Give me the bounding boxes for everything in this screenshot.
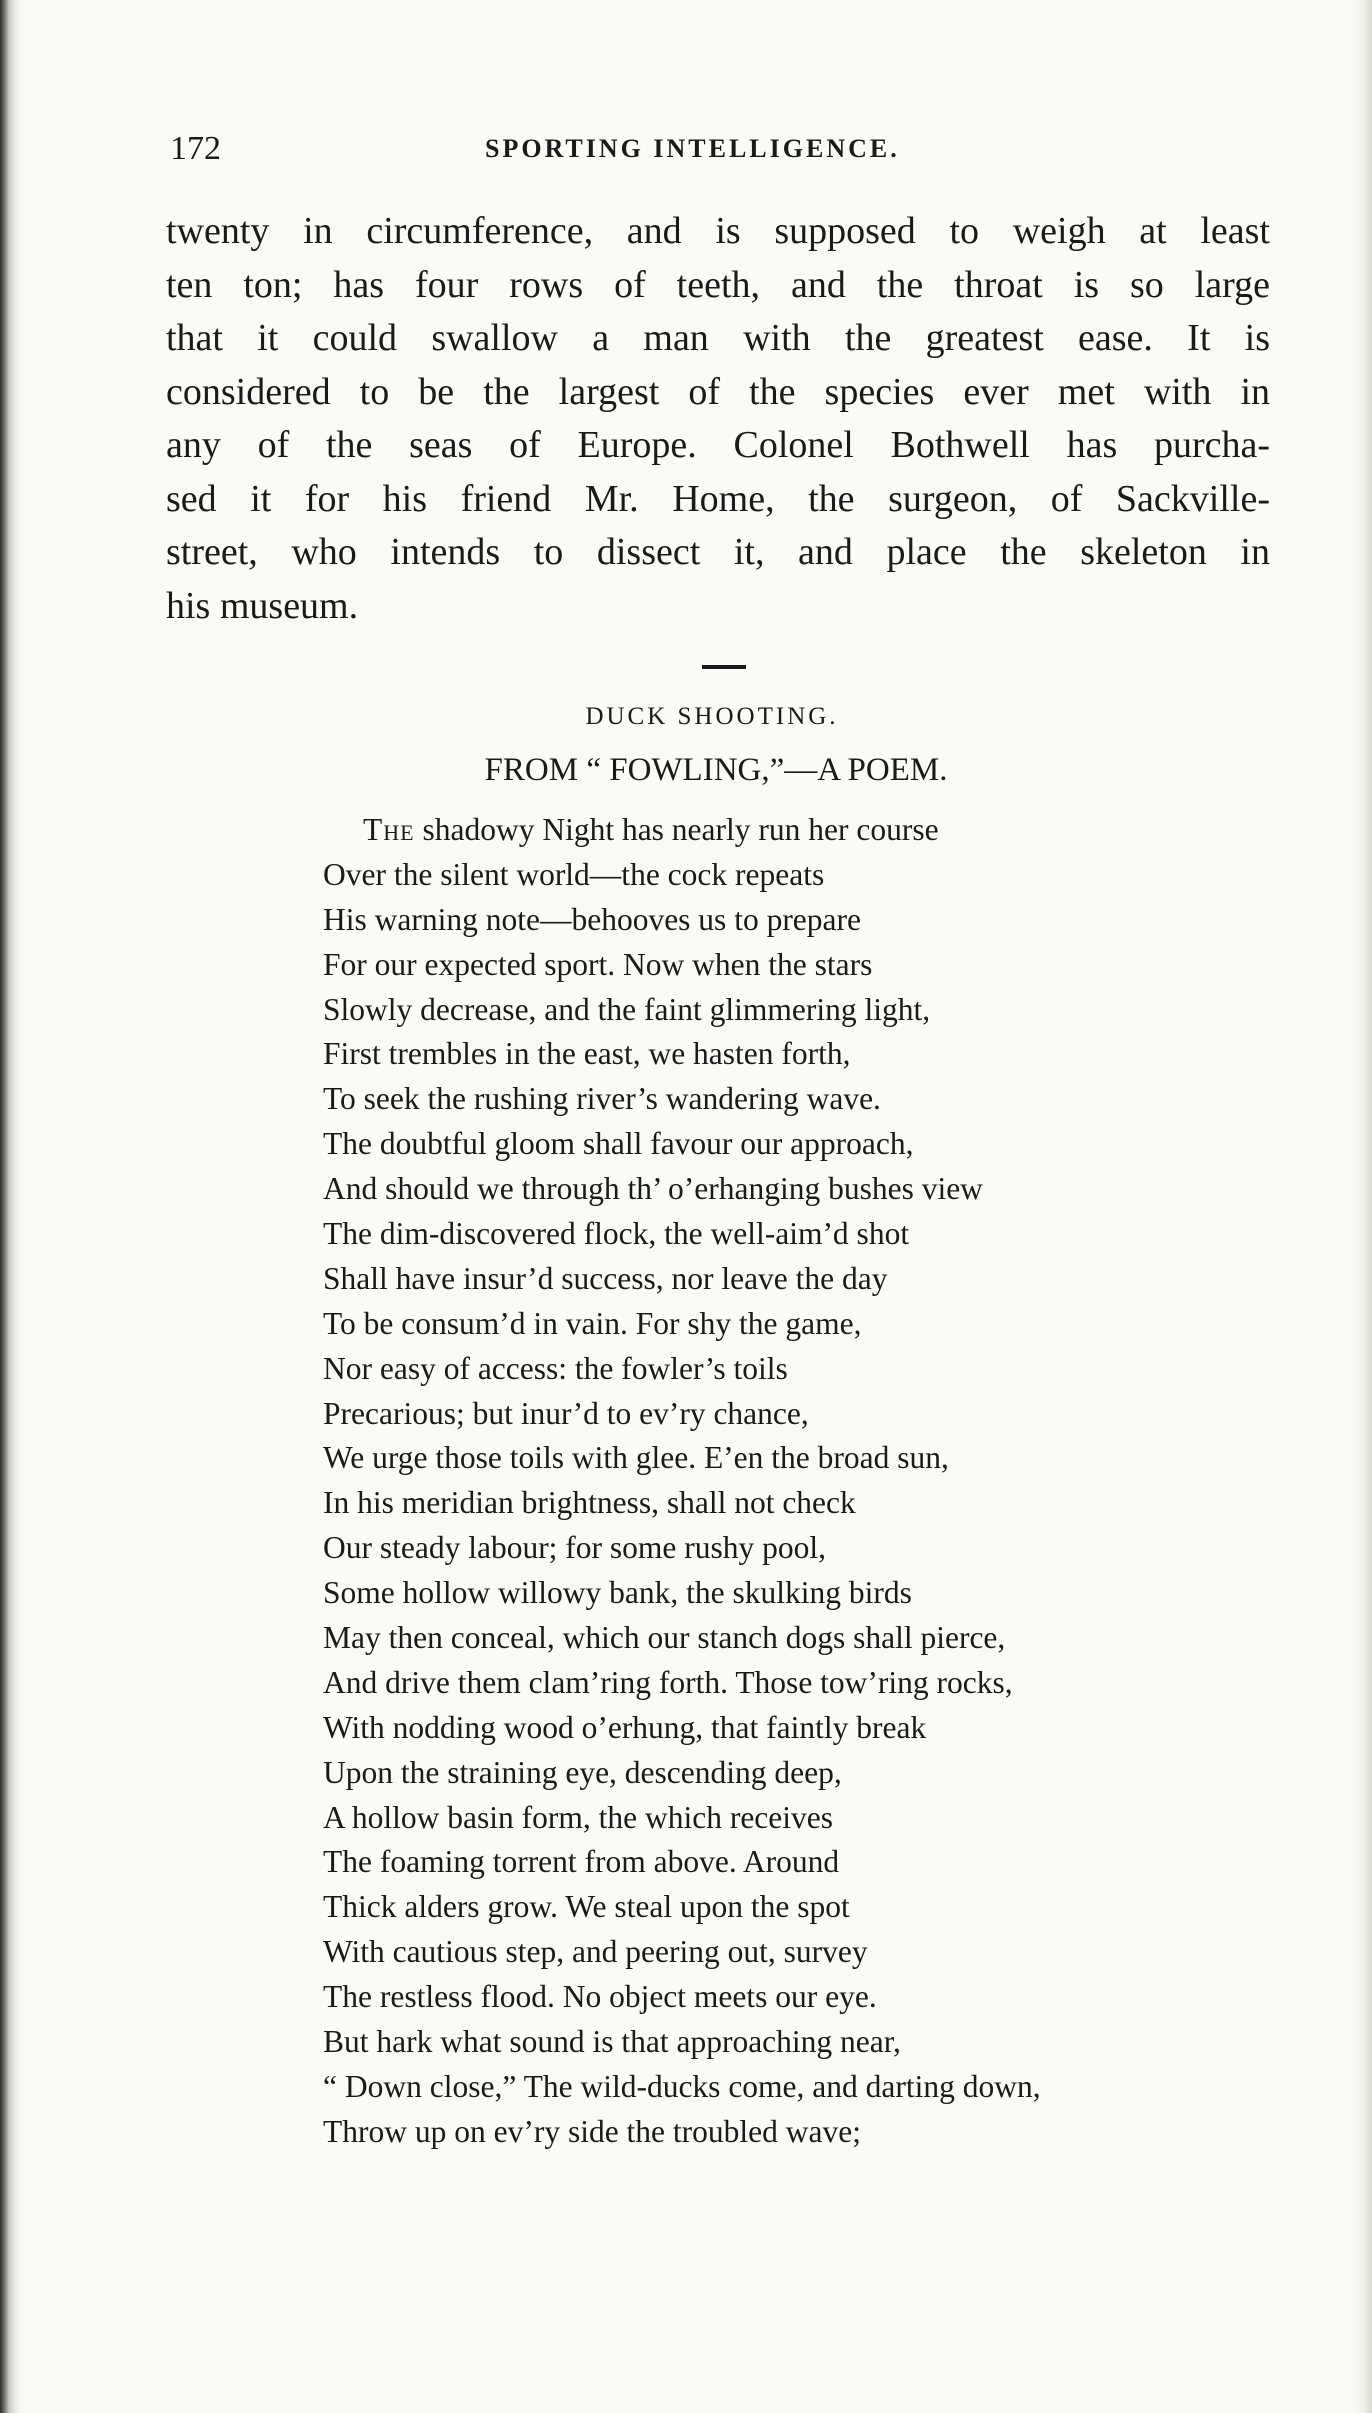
poem-line: May then conceal, which our stanch dogs shall pierce, [323,1620,1006,1656]
poem-line: For our expected sport. Now when the stars [323,946,873,982]
poem-line: And should we through th’ o’erhanging bushes view [323,1171,983,1207]
poem-line: Shall have insur’d success, nor leave the day [323,1260,888,1296]
section-divider [702,665,746,669]
poem-drop-word: The [363,812,415,847]
poem-line: A hollow basin form, the which receives [323,1799,833,1835]
poem-line: The doubtful gloom shall favour our approach, [323,1126,914,1162]
prose-paragraph [166,205,1270,633]
prose-line: his museum. [166,584,359,627]
poem-line: Nor easy of access: the fowler’s toils [323,1350,788,1386]
prose-line: twenty in circumference, and is supposed to weigh at least [166,210,1270,252]
prose-line: sed it for his friend Mr. Home, the surgeon, of Sackville- [166,477,1270,520]
poem-line: Some hollow willowy bank, the skulking birds [323,1575,912,1611]
prose-line: street, who intends to dissect it, and place the skeleton in [166,531,1270,573]
poem [323,808,1283,2155]
poem-line: Over the silent world—the cock repeats [323,856,825,892]
poem-line: With cautious step, and peering out, survey [323,1934,868,1970]
poem-line: The foaming torrent from above. Around [323,1844,840,1880]
running-head: SPORTING INTELLIGENCE. [485,134,900,163]
poem-line: To seek the rushing river’s wandering wave. [323,1081,881,1117]
prose-line: considered to be the largest of the species ever met with in [166,370,1270,413]
page-edge-right [1354,0,1372,2413]
poem-line: To be consum’d in vain. For shy the game, [323,1305,862,1341]
poem-line: Our steady labour; for some rushy pool, [323,1530,827,1566]
poem-line: And drive them clam’ring forth. Those tow’ring rocks, [323,1664,1013,1700]
poem-line: His warning note—behooves us to prepare [323,901,861,937]
poem-first-line-text: shadowy Night has nearly run her course [414,812,939,847]
poem-line: Thick alders grow. We steal upon the spot [323,1889,850,1925]
poem-line: In his meridian brightness, shall not check [323,1485,856,1521]
section-subtitle: FROM “ FOWLING,”—A POEM. [484,752,948,788]
poem-line: First trembles in the east, we hasten forth, [323,1036,851,1072]
poem-line: The restless flood. No object meets our eye. [323,1979,877,2015]
poem-line: With nodding wood o’erhung, that faintly break [323,1709,927,1745]
poem-line: We urge those toils with glee. E’en the broad sun, [323,1440,949,1476]
poem-line: Throw up on ev’ry side the troubled wave; [323,2113,861,2149]
page-number: 172 [170,130,221,167]
poem-line: Slowly decrease, and the faint glimmering light, [323,991,931,1027]
poem-line-first [323,808,1283,853]
page-header [170,130,1270,174]
poem-line: “ Down close,” The wild-ducks come, and darting down, [323,2068,1041,2104]
page-edge-left [0,0,22,2413]
poem-line: Precarious; but inur’d to ev’ry chance, [323,1395,809,1431]
prose-line: any of the seas of Europe. Colonel Bothwell has purcha- [166,424,1270,466]
poem-line: Upon the straining eye, descending deep, [323,1754,842,1790]
section-title: DUCK SHOOTING. [585,703,839,730]
prose-line: ten ton; has four rows of teeth, and the throat is so large [166,263,1270,306]
poem-line: The dim-discovered flock, the well-aim’d shot [323,1216,910,1252]
prose-line: that it could swallow a man with the greatest ease. It is [166,317,1270,359]
poem-line: But hark what sound is that approaching near, [323,2024,901,2060]
